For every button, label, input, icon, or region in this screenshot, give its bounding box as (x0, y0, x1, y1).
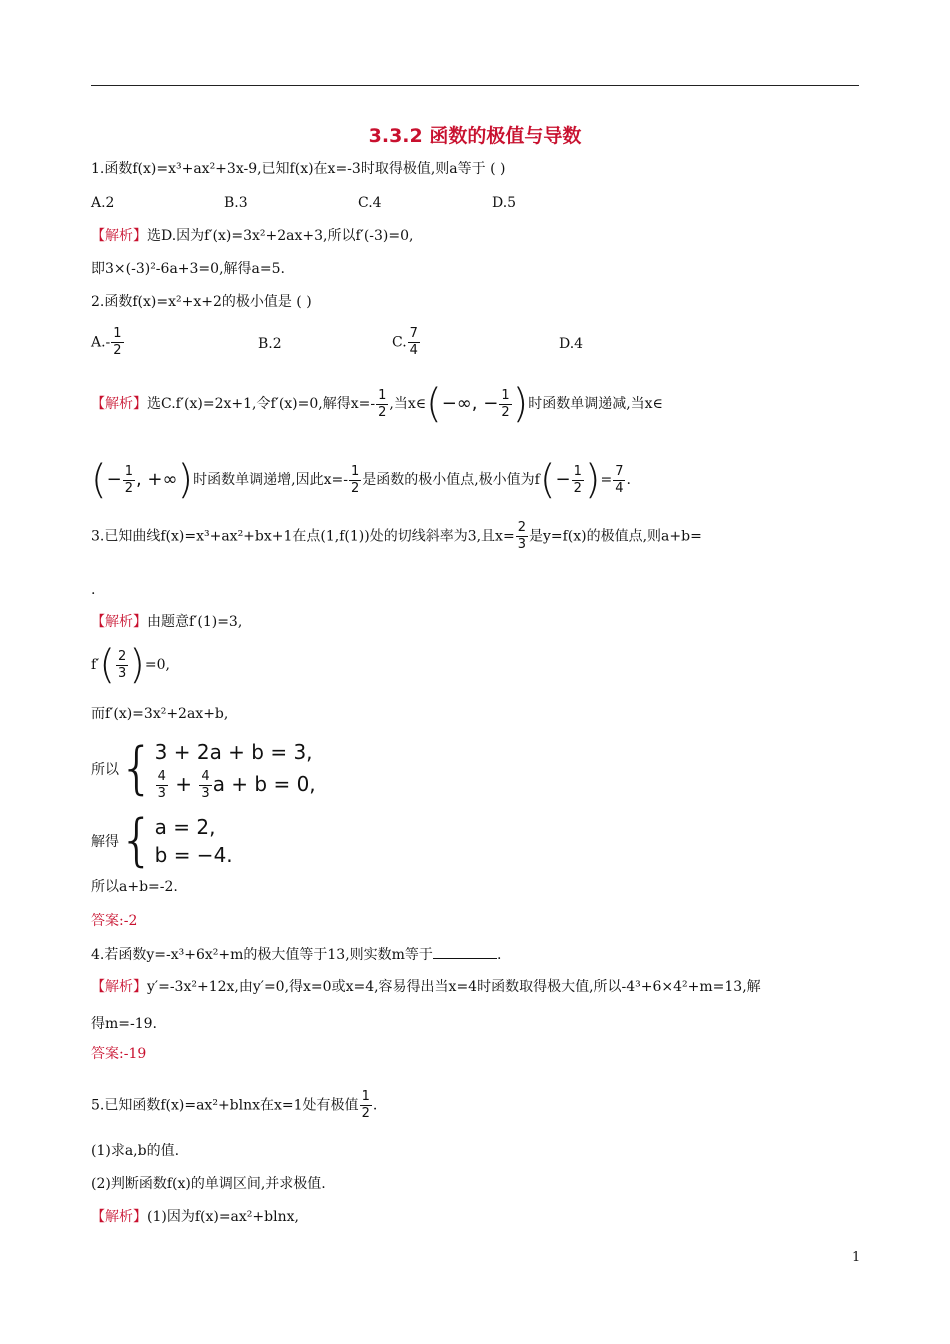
q1-option-b: B.3 (224, 195, 248, 211)
q3-sol-text: 由题意f′(1)=3, (147, 614, 243, 630)
close-paren: ) (177, 457, 194, 503)
q3-sys-lead: 解得 (91, 834, 119, 850)
q3-stem-text: 是y=f(x)的极值点,则a+b= (528, 528, 702, 545)
interval-text: − (106, 469, 122, 490)
q2-sol-text: 时函数单调递减,当x∈ (528, 396, 663, 412)
system-row-2: $\frac{4}{3}$ + $\frac{4}{3}$ a + b = 0, (157, 769, 316, 801)
fraction: $\frac{2}{3}$ (117, 648, 127, 681)
q5-stem-text: 5.已知函数f(x)=ax²+blnx在x=1处有极值 (91, 1097, 359, 1114)
q2-sol-text: 是函数的极小值点,极小值为f (362, 472, 540, 488)
q4-answer: 答案:-19 (91, 1046, 147, 1062)
q1-solution-line2: 即3×(-3)²-6a+3=0,解得a=5. (91, 261, 285, 277)
q3-sol-text: f′ (91, 657, 100, 673)
open-paren: ( (99, 642, 115, 688)
open-paren: ( (91, 457, 107, 503)
header-rule (91, 85, 859, 86)
solution-tag: 【解析】 (91, 1209, 147, 1225)
q2-solution-line2 (91, 457, 631, 503)
q5-part2: (2)判断函数f(x)的单调区间,并求极值. (91, 1176, 326, 1192)
q1-stem: 1.函数f(x)=x³+ax²+3x-9,已知f(x)在x=-3时取得极值,则a等于 ( ) (91, 161, 506, 177)
q3-answer: 答案:-2 (91, 913, 138, 929)
solution-tag: 【解析】 (91, 396, 147, 412)
fraction: $\frac{4}{3}$ (201, 769, 210, 801)
q3-sol-text: =0, (144, 657, 170, 673)
fraction: $\frac{1}{2}$ (113, 326, 122, 358)
fraction: $\frac{2}{3}$ (517, 520, 526, 552)
answer-blank (433, 944, 497, 959)
fraction: $\frac{1}{2}$ (350, 463, 360, 496)
q1-option-c: C.4 (358, 195, 382, 211)
fraction: $\frac{1}{2}$ (378, 387, 387, 420)
q2-option-b: B.2 (258, 336, 282, 352)
q2-option-c (392, 326, 421, 359)
fraction: $\frac{1}{2}$ (573, 463, 582, 496)
q4-stem (91, 944, 501, 965)
fraction: $\frac{7}{4}$ (615, 463, 624, 496)
q1-solution-text: 选D.因为f′(x)=3x²+2ax+3,所以f′(-3)=0, (147, 228, 414, 244)
fraction: $\frac{4}{3}$ (157, 769, 166, 801)
system-rows (155, 736, 316, 802)
q3-solution-line3: 而f′(x)=3x²+2ax+b, (91, 706, 229, 722)
fraction: $\frac{1}{2}$ (501, 387, 510, 420)
q3-equation-system (91, 736, 316, 802)
q3-solution-system (91, 808, 233, 873)
interval-text: − (555, 469, 571, 490)
open-paren: ( (426, 381, 442, 427)
q4-solution-line1 (91, 977, 761, 997)
fraction: $\frac{1}{2}$ (361, 1089, 370, 1121)
q2-stem: 2.函数f(x)=x²+x+2的极小值是 ( ) (91, 294, 312, 310)
q4-solution-line2: 得m=-19. (91, 1016, 158, 1032)
q5-stem (91, 1089, 377, 1122)
close-paren: ) (512, 381, 529, 427)
interval-text: −∞, − (441, 393, 499, 414)
q1-option-d: D.5 (492, 195, 517, 211)
period: . (372, 1097, 378, 1114)
q2-option-a-label: A.- (91, 334, 111, 351)
q3-stem-end: . (91, 582, 96, 598)
system-row-1: a = 2, (154, 815, 216, 839)
solution-tag: 【解析】 (91, 228, 147, 244)
fraction: $\frac{7}{4}$ (409, 326, 418, 358)
system-rows (155, 813, 233, 869)
period: . (496, 947, 502, 963)
q2-option-d: D.4 (559, 336, 584, 352)
q3-stem-text: 3.已知曲线f(x)=x³+ax²+bx+1在点(1,f(1))处的切线斜率为3,且x= (91, 528, 515, 545)
open-paren: ( (539, 457, 556, 503)
q3-sys-lead: 所以 (91, 762, 119, 778)
q2-option-a (91, 326, 125, 359)
solution-tag: 【解析】 (91, 979, 147, 995)
left-brace: { (119, 736, 155, 801)
q5-solution-line1 (91, 1207, 299, 1227)
q5-sol-text: (1)因为f(x)=ax²+blnx, (147, 1209, 299, 1225)
solution-tag: 【解析】 (91, 614, 147, 630)
q2-sol-text: 时函数单调递增,因此x=- (193, 472, 348, 488)
q3-stem (91, 520, 702, 553)
q2-sol-text: ,当x∈ (389, 396, 427, 412)
q4-stem-text: 4.若函数y=-x³+6x²+m的极大值等于13,则实数m等于 (91, 947, 433, 963)
equals-sign: = (600, 472, 613, 488)
q4-sol-text: y′=-3x²+12x,由y′=0,得x=0或x=4,容易得出当x=4时函数取得极大值,所以-4³+6×4²+m=13,解 (147, 979, 761, 995)
q5-part1: (1)求a,b的值. (91, 1143, 180, 1159)
q2-sol-text: 选C.f′(x)=2x+1,令f′(x)=0,解得x=- (147, 396, 376, 412)
q3-solution-line6: 所以a+b=-2. (91, 879, 178, 895)
q2-solution-line1 (91, 381, 859, 427)
close-paren: ) (584, 457, 601, 503)
q1-solution-line1 (91, 226, 413, 246)
q2-option-c-label: C. (392, 334, 407, 351)
q1-option-a: A.2 (91, 195, 115, 211)
close-paren: ) (129, 642, 145, 688)
period: . (626, 472, 631, 488)
q3-solution-line1 (91, 612, 242, 632)
system-row-2: b = −4. (154, 843, 233, 867)
fraction: $\frac{1}{2}$ (124, 463, 133, 496)
interval-text: , +∞ (135, 469, 178, 490)
system-row-1: 3 + 2a + b = 3, (154, 740, 313, 764)
left-brace: { (119, 808, 155, 873)
page-title: 3.3.2 函数的极值与导数 (368, 125, 582, 147)
q3-solution-line2 (91, 642, 170, 688)
page-number: 1 (852, 1250, 861, 1265)
